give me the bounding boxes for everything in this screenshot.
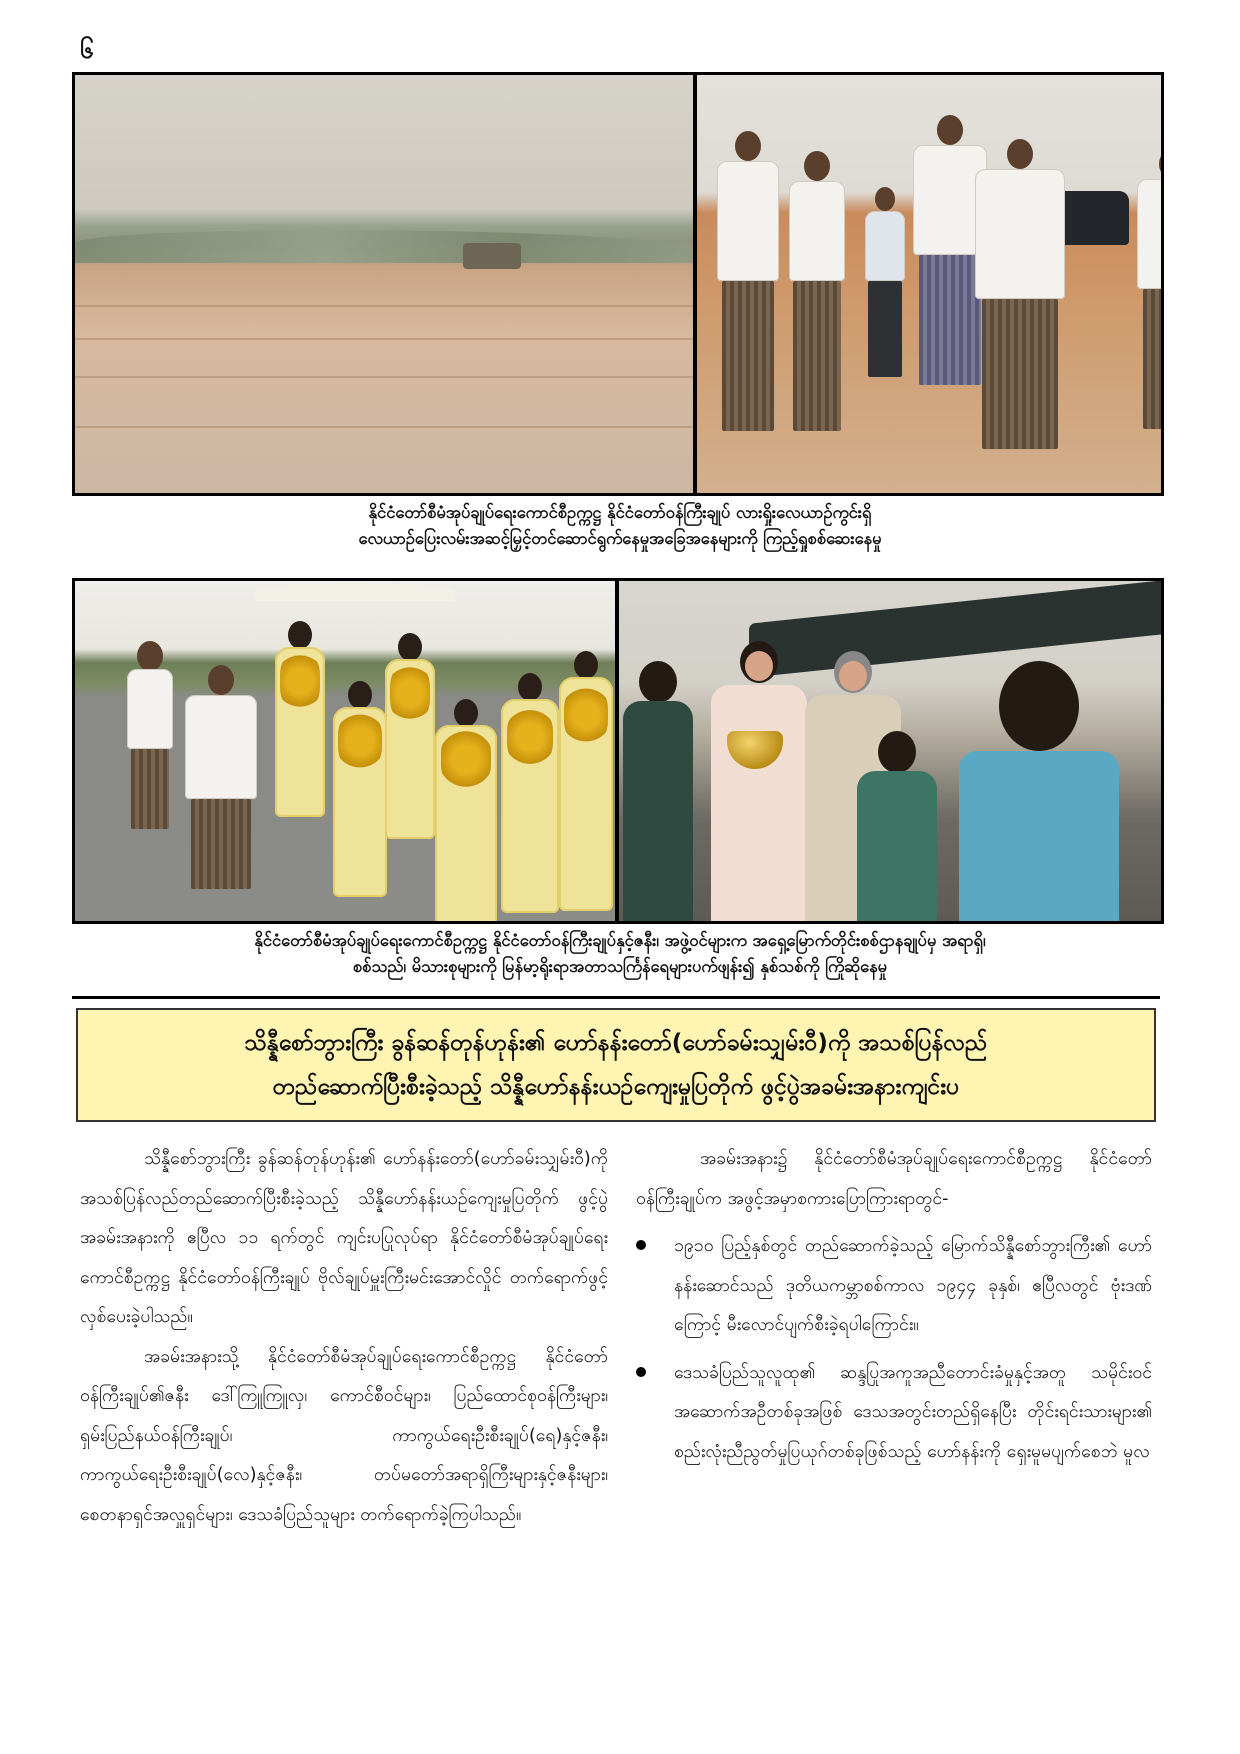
garden-umbrella xyxy=(255,583,455,601)
headline-line-2: တည်ဆောက်ပြီးစီးခဲ့သည့် သိန္နီဟော်နန်းယဉ်ကျေးမှုပြတိုက် ဖွင့်ပွဲအခမ်းအနားကျင်းပ xyxy=(272,1074,960,1100)
official-figure xyxy=(127,641,173,841)
caption-line: နိုင်ငံတော်စီမံအုပ်ချုပ်ရေးကောင်စီဥက္ကဋ္ဌ နိုင်ငံတော်ဝန်ကြီးချုပ် လားရှိုးလေယာဉ်ကွင်းရှိ xyxy=(368,503,872,522)
caption-line: စစ်သည်၊ မိသားစုများကို မြန်မာ့ရိုးရာအတာသင်္ကြန်ရေများပက်ဖျန်း၍ နှစ်သစ်ကို ကြိုဆိုနေမှု xyxy=(352,957,888,976)
page-number: ၆ xyxy=(80,36,94,64)
dancer-figure xyxy=(333,681,387,901)
woman-figure xyxy=(857,731,937,921)
official-figure xyxy=(865,187,905,387)
article-right-column xyxy=(636,1140,1152,1472)
photo-furrow xyxy=(75,305,693,307)
woman-figure xyxy=(711,641,807,921)
dancer-figure xyxy=(435,699,497,921)
photo-furrow xyxy=(75,338,693,340)
bullet-text: ၁၉၁၀ ပြည့်နှစ်တွင် တည်ဆောက်ခဲ့သည့် မြောက်သိန္နီစော်ဘွားကြီး၏ ဟော်နန်းဆောင်သည် ဒုတိယကမ္ဘာစစ်ကာလ ၁၉၄၄ ခုနှစ်၊ ဧပြီလတွင် ဗုံးဒဏ်ကြောင့် မီးလောင်ပျက်စီးခဲ့ရပါကြောင်း။ xyxy=(674,1236,1152,1335)
photo-furrow xyxy=(75,376,693,378)
official-figure xyxy=(789,151,845,457)
woman-figure xyxy=(623,661,693,921)
runway-construction-photo xyxy=(75,75,693,493)
bullet-icon xyxy=(636,1367,646,1377)
official-figure xyxy=(975,139,1065,469)
photo-caption-middle xyxy=(100,928,1140,980)
caption-line: လေယာဉ်ပြေးလမ်းအဆင့်မြှင့်တင်ဆောင်ရွက်နေမှုအခြေအနေများကို ကြည့်ရှုစစ်ဆေးနေမှု xyxy=(358,529,882,548)
bullet-item xyxy=(636,1354,1152,1473)
photo-tree-line xyxy=(75,230,693,263)
article-paragraph: အခမ်းအနား၌ နိုင်ငံတော်စီမံအုပ်ချုပ်ရေးကောင်စီဥက္ကဋ္ဌ နိုင်ငံတော်ဝန်ကြီးချုပ်က အဖွင့်အမှာစကားပြောကြားရာတွင်- xyxy=(636,1149,1152,1209)
bullet-item xyxy=(636,1227,1152,1346)
dancer-figure xyxy=(385,633,435,843)
article-bullet-list xyxy=(636,1227,1152,1472)
photo-frame-middle xyxy=(72,578,1164,924)
official-figure xyxy=(1137,149,1161,445)
dancer-figure xyxy=(559,651,613,911)
photo-frame-top xyxy=(72,72,1164,496)
photo-caption-top xyxy=(100,500,1140,552)
dancer-figure xyxy=(275,621,325,821)
dancer-figure xyxy=(501,673,559,913)
section-divider xyxy=(72,996,1160,999)
road-grader xyxy=(463,243,521,269)
woman-figure xyxy=(959,661,1119,921)
bullet-icon xyxy=(636,1240,646,1250)
greeting-women-photo xyxy=(619,581,1161,921)
water-festival-dancers-photo xyxy=(75,581,615,921)
official-figure xyxy=(717,131,779,447)
official-figure xyxy=(185,665,257,895)
article-paragraph: အခမ်းအနားသို့ နိုင်ငံတော်စီမံအုပ်ချုပ်ရေးကောင်စီဥက္ကဋ္ဌ နိုင်ငံတော်ဝန်ကြီးချုပ်၏ဇနီး ဒေါ်ကြူကြူလှ၊ ကောင်စီဝင်များ၊ ပြည်ထောင်စုဝန်ကြီးများ၊ ရှမ်းပြည်နယ်ဝန်ကြီးချုပ်၊ ကာကွယ်ရေးဦးစီးချုပ်(ရေ)နှင့်ဇနီး၊ ကာကွယ်ရေးဦးစီးချုပ်(လေ)နှင့်ဇနီး၊ တပ်မတော်အရာရှိကြီးများနှင့်ဇနီးများ၊ စေတနာရှင်အလှူရှင်များ၊ ဒေသခံပြည်သူများ တက်ရောက်ခဲ့ကြပါသည်။ xyxy=(80,1346,608,1525)
article-paragraph: သိန္နီစော်ဘွားကြီး ခွန်ဆန်တုန်ဟုန်း၏ ဟော်နန်းတော်(ဟော်ခမ်းသျှမ်းဝီ)ကို အသစ်ပြန်လည်တည်ဆောက်ပြီးစီးခဲ့သည့် သိန္နီဟော်နန်းယဉ်ကျေးမှုပြတိုက် ဖွင့်ပွဲအခမ်းအနားကို ဧပြီလ ၁၁ ရက်တွင် ကျင်းပပြုလုပ်ရာ နိုင်ငံတော်စီမံအုပ်ချုပ်ရေးကောင်စီဥက္ကဋ္ဌ နိုင်ငံတော်ဝန်ကြီးချုပ် ဗိုလ်ချုပ်မှူးကြီးမင်းအောင်လှိုင် တက်ရောက်ဖွင့်လှစ်ပေးခဲ့ပါသည်။ xyxy=(80,1149,608,1327)
officials-inspection-photo xyxy=(697,75,1161,493)
bullet-text: ဒေသခံပြည်သူလူထု၏ ဆန္ဒပြုအကူအညီတောင်းခံမှုနှင့်အတူ သမိုင်းဝင်အဆောက်အဦတစ်ခုအဖြစ် ဒေသအတွင်းတည်ရှိနေပြီး တိုင်းရင်းသားများ၏ စည်းလုံးညီညွတ်မှုပြယုဂ်တစ်ခုဖြစ်သည့် ဟော်နန်းကို ရှေးမူမပျက်စေဘဲ မူလ xyxy=(674,1362,1152,1462)
caption-line: နိုင်ငံတော်စီမံအုပ်ချုပ်ရေးကောင်စီဥက္ကဋ္ဌ နိုင်ငံတော်ဝန်ကြီးချုပ်နှင့်ဇနီး၊ အဖွဲ့ဝင်များက အရှေ့မြောက်တိုင်းစစ်ဌာနချုပ်မှ အရာရှိ၊ xyxy=(254,931,986,950)
article-left-column xyxy=(80,1140,608,1535)
photo-furrow xyxy=(75,426,693,428)
headline-line-1: သိန္နီစော်ဘွားကြီး ခွန်ဆန်တုန်ဟုန်း၏ ဟော်နန်းတော်(ဟော်ခမ်းသျှမ်းဝီ)ကို အသစ်ပြန်လည် xyxy=(244,1030,988,1056)
article-headline xyxy=(76,1008,1156,1122)
